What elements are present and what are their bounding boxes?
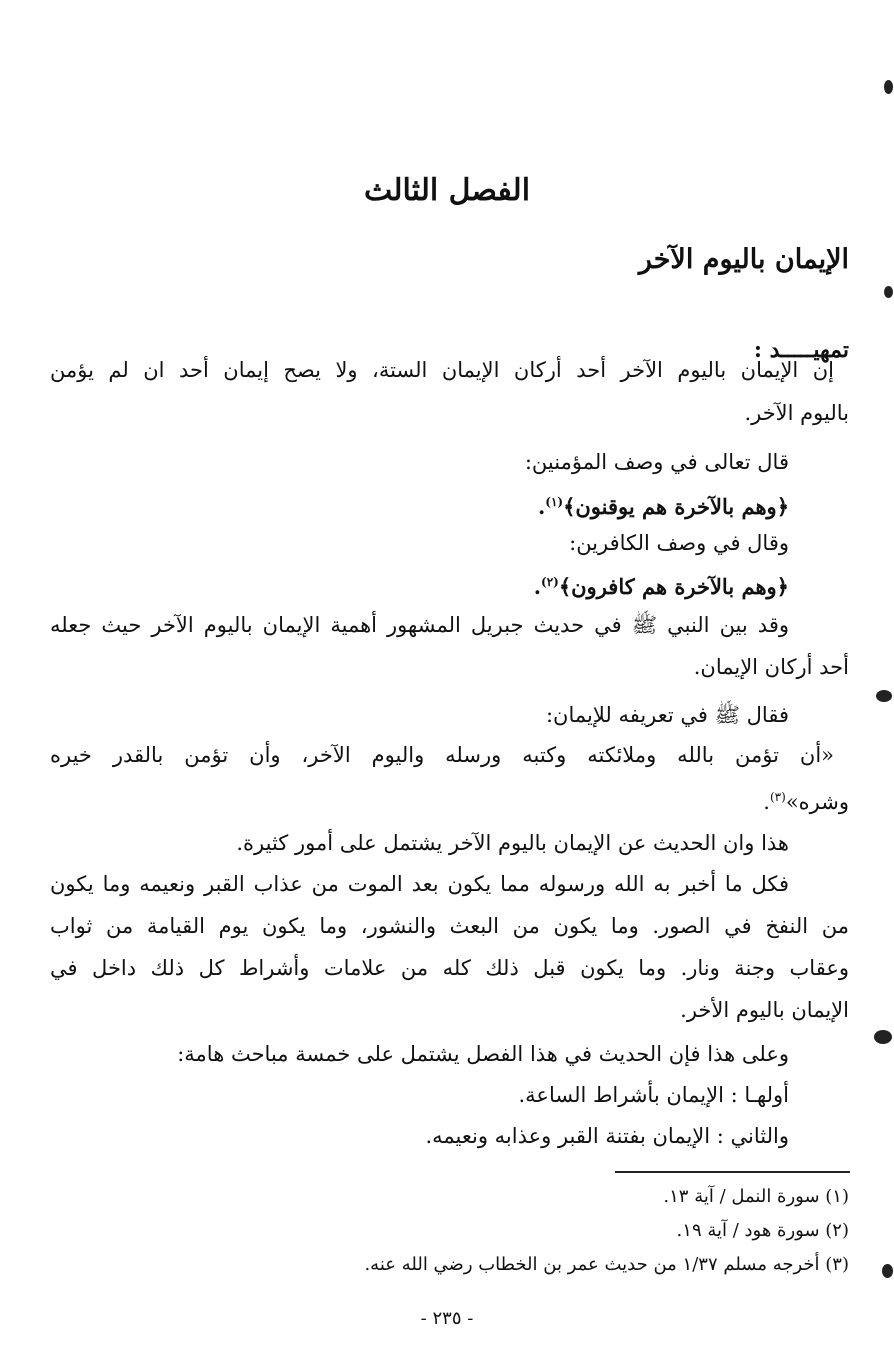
scan-mark (884, 286, 893, 298)
list-item: والثاني : الإيمان بفتنة القبر وعذابه ونعيمه. (425, 1124, 789, 1148)
scan-mark (876, 690, 892, 702)
intro-label: تمهيـــــد : (753, 337, 849, 363)
list-item: أولهـا : الإيمان بأشراط الساعة. (518, 1083, 789, 1107)
paragraph-line: وقال في وصف الكافرين: (569, 531, 789, 555)
chapter-title: الفصل الثالث (363, 173, 531, 208)
paragraph-line: وعقاب وجنة ونار. وما يكون قبل ذلك كله من علامات وأشراط كل ذلك داخل في (50, 956, 849, 980)
paragraph-line: فكل ما أخبر به الله ورسوله مما يكون بعد الموت من عذاب القبر ونعيمه وما يكون (50, 872, 789, 896)
quran-verse: ﴿وهم بالآخرة هم كافرون﴾$^{(٢)}$. (533, 574, 789, 599)
paragraph-line: الإيمان باليوم الأخر. (680, 998, 849, 1022)
paragraph-line: إن الإيمان باليوم الآخر أحد أركان الإيمان الستة، ولا يصح إيمان أحد ان لم يؤمن (50, 358, 834, 382)
page-number: - ٢٣٥ - (420, 1308, 474, 1329)
paragraph-line: فقال ﷺ في تعريفه للإيمان: (545, 703, 789, 727)
hadith-line: وشره»$^{(٣)}$. (763, 790, 849, 814)
footnote-ref: (٢) (541, 575, 559, 589)
footnote-ref: (٣) (769, 790, 786, 804)
paragraph-line: قال تعالى في وصف المؤمنين: (524, 450, 789, 474)
hadith-line: «أن تؤمن بالله وملائكته وكتبه ورسله واليوم الآخر، وأن تؤمن بالقدر خيره (50, 743, 834, 767)
paragraph-line: باليوم الآخر. (744, 401, 849, 425)
footnote: (٢) سورة هود / آية ١٩. (676, 1220, 849, 1241)
paragraph-line: وقد بين النبي ﷺ في حديث جبريل المشهور أهمية الإيمان باليوم الآخر حيث جعله (50, 613, 789, 637)
footnote: (٣) أخرجه مسلم ١/٣٧ من حديث عمر بن الخطاب رضي الله عنه. (364, 1254, 849, 1275)
paragraph-line: من النفخ في الصور. وما يكون من البعث والنشور، وما يكون يوم القيامة من ثواب (50, 914, 849, 938)
footnote-separator (615, 1171, 850, 1173)
paragraph-line: هذا وان الحديث عن الإيمان باليوم الآخر يشتمل على أمور كثيرة. (236, 831, 789, 855)
scan-mark (882, 1264, 893, 1278)
scan-mark (884, 80, 893, 94)
quran-verse: ﴿وهم بالآخرة هم يوقنون﴾$^{(١)}$. (537, 494, 789, 519)
section-title: الإيمان باليوم الآخر (638, 244, 849, 275)
paragraph-line: أحد أركان الإيمان. (693, 655, 849, 679)
paragraph-line: وعلى هذا فإن الحديث في هذا الفصل يشتمل على خمسة مباحث هامة: (177, 1042, 789, 1066)
scan-mark (874, 1030, 892, 1044)
footnote-ref: (١) (545, 495, 564, 509)
footnote: (١) سورة النمل / آية ١٣. (663, 1186, 849, 1207)
